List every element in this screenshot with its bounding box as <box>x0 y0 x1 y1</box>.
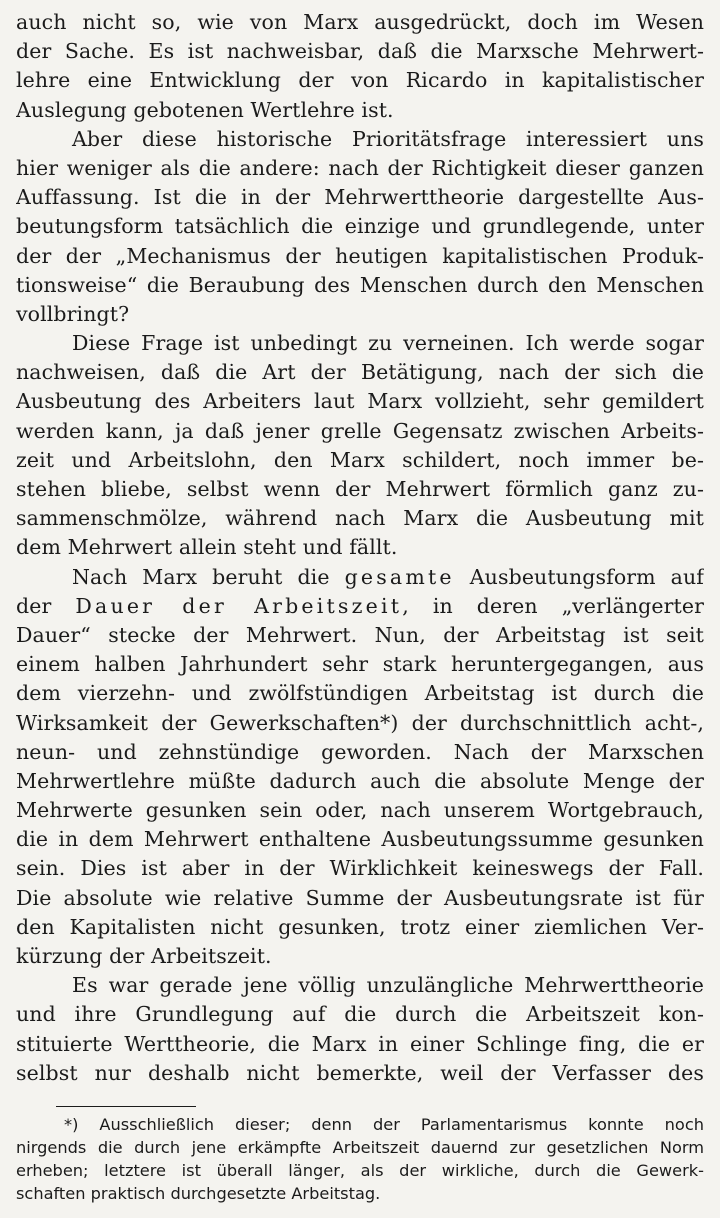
text-line: beutungsform tatsächlich die einzige und grundlegende, unter <box>16 214 704 239</box>
text-line <box>16 592 704 621</box>
paragraph-3 <box>16 329 704 563</box>
paragraph-4 <box>16 563 704 972</box>
text-line: hier weniger als die andere: nach der Richtigkeit dieser ganzen <box>16 155 704 180</box>
text-line: neun- und zehnstündige geworden. Nach der Marxschen <box>16 739 704 764</box>
paragraph-1 <box>16 8 704 125</box>
footnote-line: nirgends die durch jene erkämpfte Arbeitszeit dauernd zur gesetzlichen Norm <box>16 1137 704 1157</box>
text-line: dem Mehrwert allein steht und fällt. <box>16 535 398 560</box>
text-line: Es war gerade jene völlig unzulängliche Mehrwerttheorie <box>72 973 704 998</box>
text-line: auch nicht so, wie von Marx ausgedrückt, doch im Wesen <box>16 10 704 34</box>
text-line: dem vierzehn- und zwölfstündigen Arbeitstag ist durch die <box>16 681 704 706</box>
text-line: sammenschmölze, während nach Marx die Ausbeutung mit <box>16 506 704 531</box>
footnote-line: erheben; letztere ist überall länger, als der wirkliche, durch die Gewerk- <box>16 1160 704 1180</box>
text-line: Dauer“ stecke der Mehrwert. Nun, der Arbeitstag ist seit <box>16 622 704 647</box>
text-line: Die absolute wie relative Summe der Ausbeutungsrate ist für <box>16 885 704 910</box>
text-line: Auslegung gebotenen Wertlehre ist. <box>16 97 394 122</box>
footnote-line: schaften praktisch durchgesetzte Arbeitstag. <box>16 1183 381 1203</box>
text-line: Ausbeutung des Arbeiters laut Marx vollzieht, sehr gemildert <box>16 389 704 414</box>
text-line: zeit und Arbeitslohn, den Marx schildert, noch immer be- <box>16 447 704 472</box>
text-run: , in deren „verlängerter <box>402 593 704 618</box>
footnote <box>16 1113 704 1205</box>
main-text <box>16 8 704 1088</box>
text-line: Mehrwertlehre müßte dadurch auch die absolute Menge der <box>16 768 704 793</box>
text-line <box>16 563 704 592</box>
paragraph-5 <box>16 971 704 1088</box>
text-line: der Sache. Es ist nachweisbar, daß die Marxsche Mehrwert- <box>16 39 704 64</box>
text-run: Nach Marx beruht die <box>72 564 345 589</box>
text-line: einem halben Jahrhundert sehr stark heruntergegangen, aus <box>16 652 704 677</box>
emphasized-phrase: Dauer der Arbeitszeit <box>75 593 403 618</box>
footnote-line: *) Ausschließlich dieser; denn der Parlamentarismus konnte noch <box>64 1114 704 1134</box>
text-line: Wirksamkeit der Gewerkschaften*) der durchschnittlich acht-, <box>16 710 704 735</box>
text-line: kürzung der Arbeitszeit. <box>16 944 272 968</box>
text-line: und ihre Grundlegung auf die durch die Arbeitszeit kon- <box>16 1002 704 1027</box>
text-line: tionsweise“ die Beraubung des Menschen durch den Menschen <box>16 272 704 297</box>
text-line: Aber diese historische Prioritätsfrage interessiert uns <box>72 126 704 151</box>
emphasized-word: gesamte <box>344 564 455 589</box>
text-line: werden kann, ja daß jener grelle Gegensatz zwischen Arbeits- <box>16 418 704 443</box>
text-line: vollbringt? <box>16 301 130 326</box>
text-line: stehen bliebe, selbst wenn der Mehrwert förmlich ganz zu- <box>16 477 704 501</box>
text-line: Diese Frage ist unbedingt zu verneinen. Ich werde sogar <box>72 331 704 356</box>
text-line: den Kapitalisten nicht gesunken, trotz einer ziemlichen Ver- <box>16 914 704 939</box>
text-line: lehre eine Entwicklung der von Ricardo in kapitalistischer <box>16 68 704 93</box>
text-run: der <box>16 593 76 618</box>
text-line: die in dem Mehrwert enthaltene Ausbeutungssumme gesunken <box>16 827 704 852</box>
footnote-separator <box>56 1106 196 1107</box>
text-line: selbst nur deshalb nicht bemerkte, weil der Verfasser des <box>16 1060 704 1085</box>
text-run: Ausbeutungsform auf <box>454 564 704 589</box>
text-line: sein. Dies ist aber in der Wirklichkeit keineswegs der Fall. <box>16 856 704 881</box>
paragraph-2 <box>16 125 704 329</box>
text-line: stituierte Werttheorie, die Marx in einer Schlinge fing, die er <box>16 1031 704 1056</box>
text-line: Mehrwerte gesunken sein oder, nach unserem Wortgebrauch, <box>16 798 704 823</box>
text-line: der der „Mechanismus der heutigen kapitalistischen Produk- <box>16 243 704 268</box>
text-line: nachweisen, daß die Art der Betätigung, nach der sich die <box>16 360 704 385</box>
text-line: Auffassung. Ist die in der Mehrwerttheorie dargestellte Aus- <box>16 185 704 210</box>
